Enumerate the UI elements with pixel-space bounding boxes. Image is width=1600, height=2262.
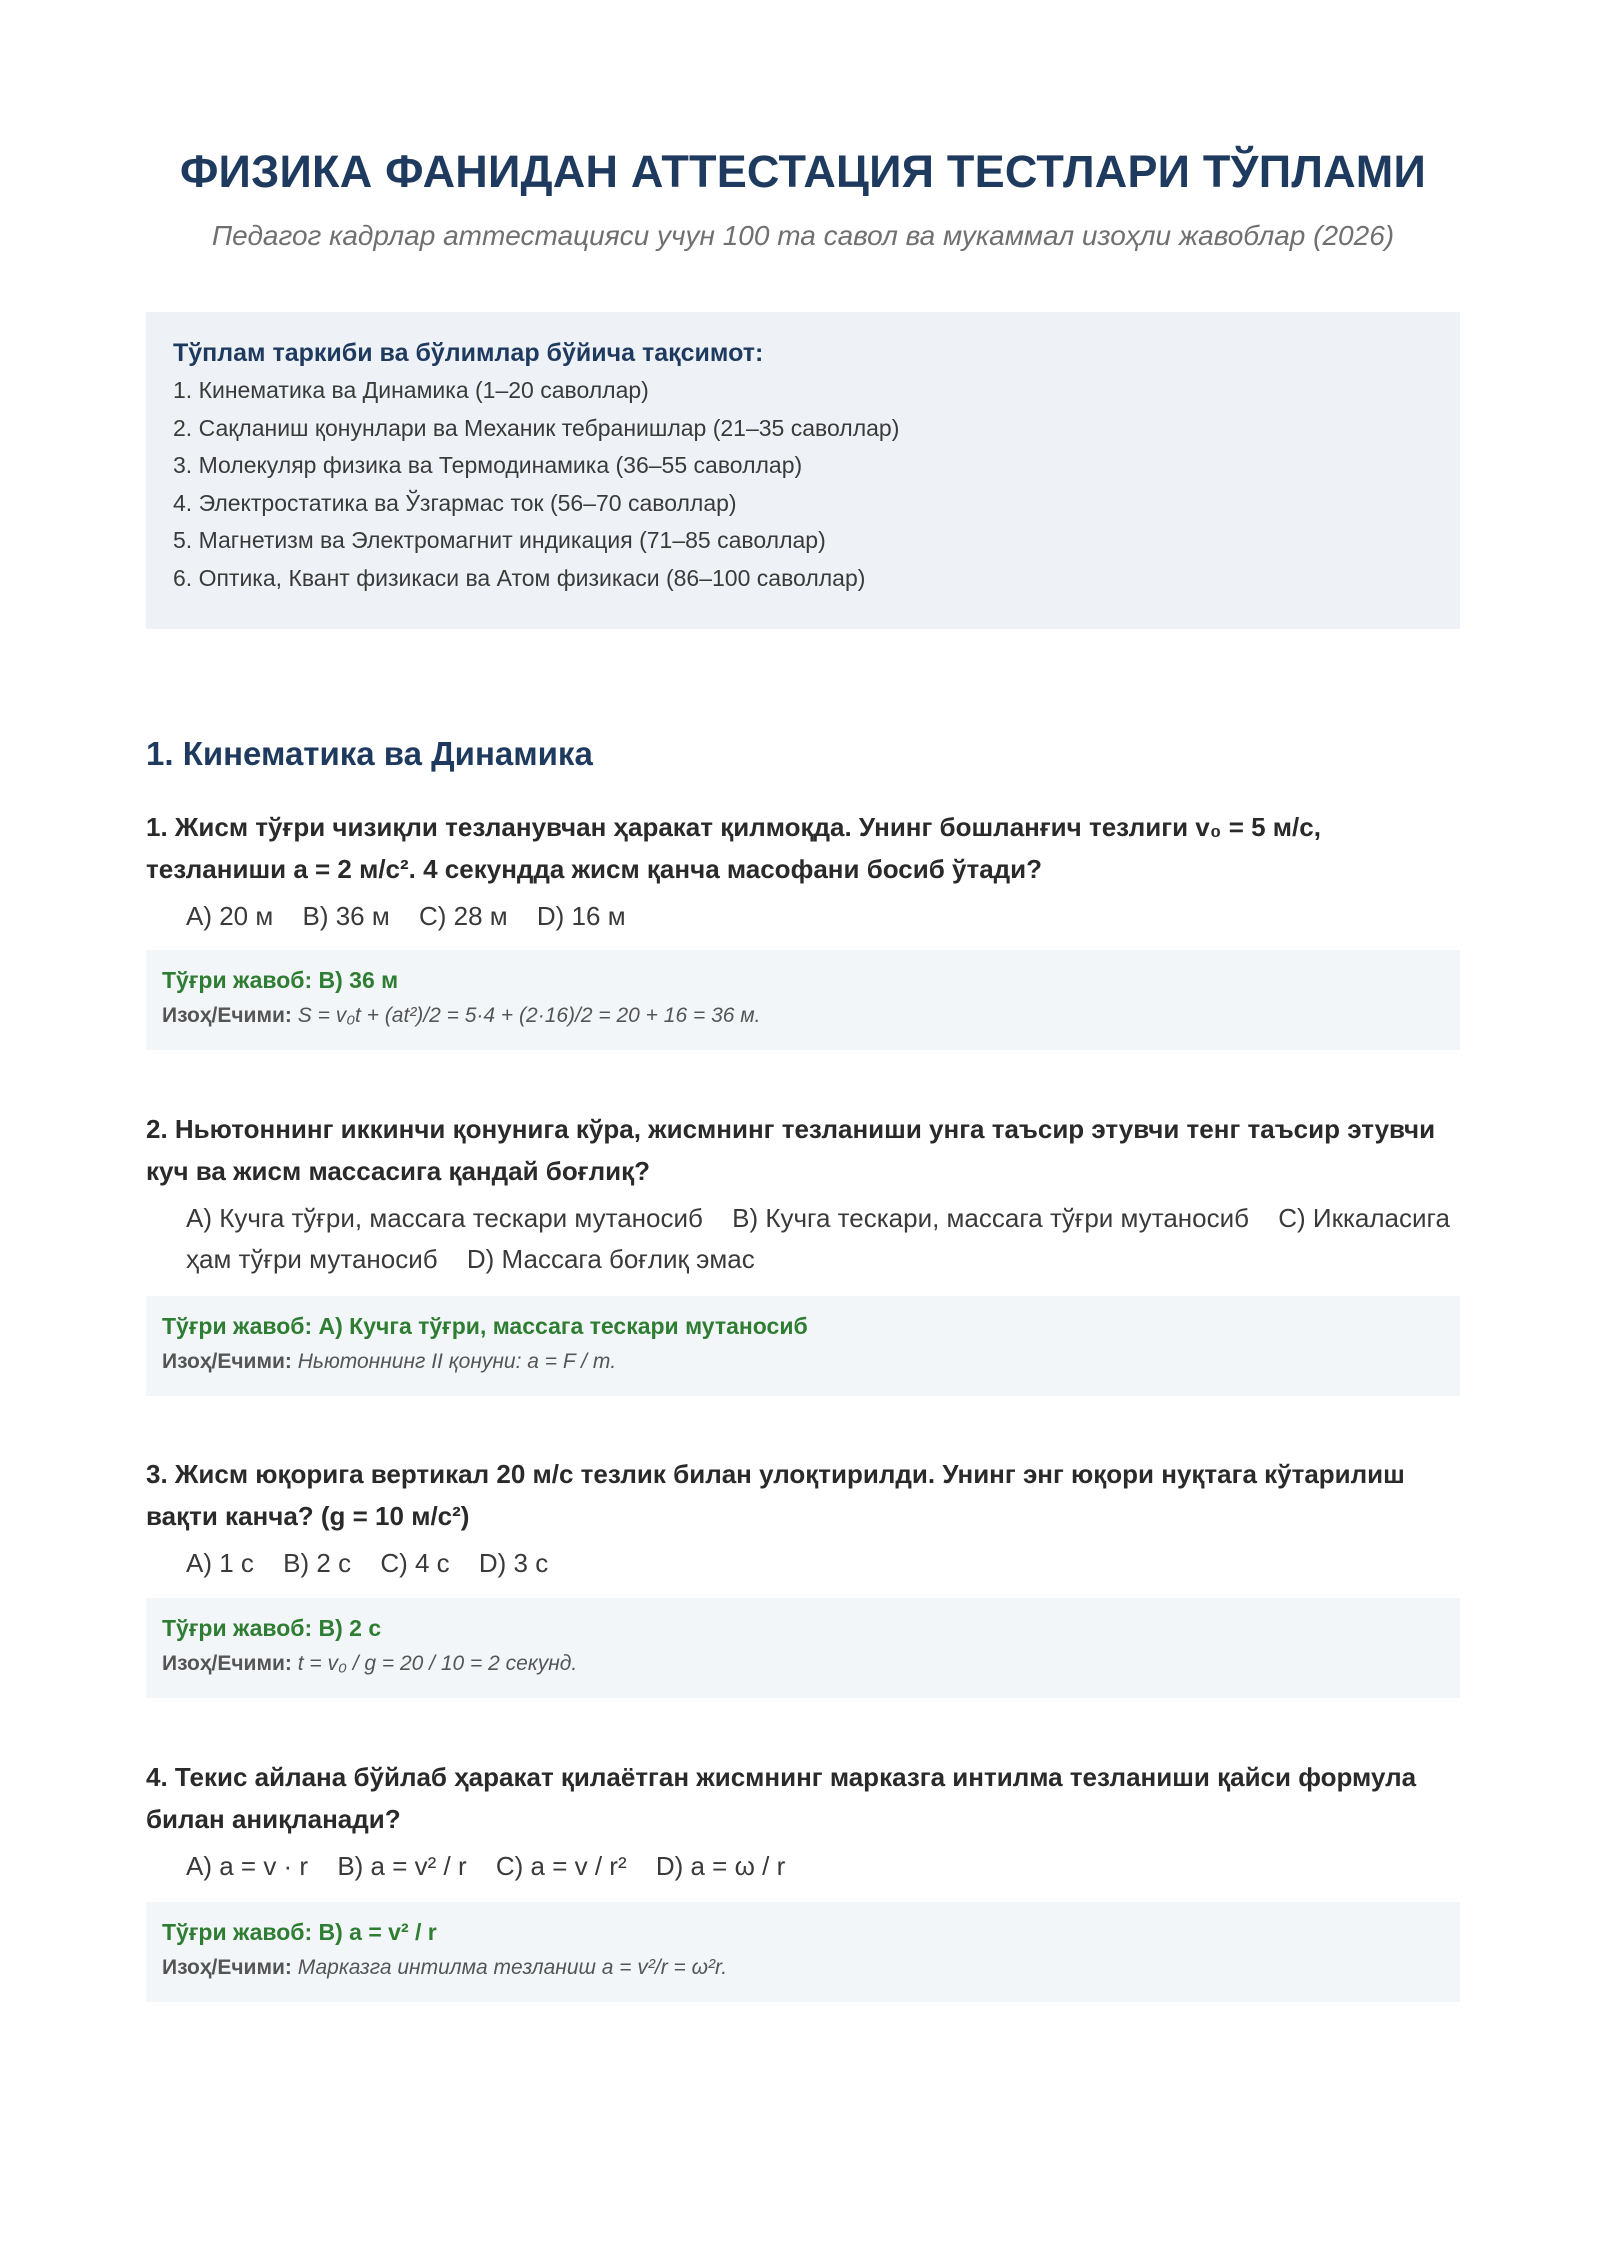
contents-heading: Тўплам таркиби ва бўлимлар бўйича тақсимот: [173, 339, 764, 367]
answer-box-4 [146, 1902, 1460, 2002]
correct-answer: Тўғри жавоб: B) 2 с [162, 1615, 382, 1641]
question-2 [146, 1108, 1460, 1280]
section-title: 1. Кинематика ва Динамика [146, 735, 593, 772]
option-b: B) a = v² / r [337, 1851, 467, 1881]
option-c: C) 4 с [380, 1548, 450, 1578]
explanation-label: Изоҳ/Ечими: [162, 1350, 292, 1373]
explanation-label: Изоҳ/Ечими: [162, 1956, 292, 1979]
question-text: 4. Текис айлана бўйлаб ҳаракат қилаётган жисмнинг марказга интилма тезланиши қайси формула билан аниқланади? [146, 1762, 1417, 1834]
correct-answer: Тўғри жавоб: B) 36 м [162, 967, 399, 993]
contents-box [146, 312, 1460, 629]
question-text: 3. Жисм юқорига вертикал 20 м/с тезлик билан улоқтирилди. Унинг энг юқори нуқтага кўтарилиш вақти канча? (g = 10 м/с²) [146, 1459, 1405, 1531]
option-d: D) 16 м [536, 901, 626, 931]
explanation-label: Изоҳ/Ечими: [162, 1004, 292, 1027]
explanation-text: Марказга интилма тезланиш a = v²/r = ω²r. [297, 1956, 728, 1979]
option-c: C) Иккаласига ҳам тўғри мутаносиб [186, 1203, 1450, 1274]
question-text: 1. Жисм тўғри чизиқли тезланувчан ҳаракат қилмоқда. Унинг бошланғич тезлиги v₀ = 5 м/с, тезланиши a = 2 м/с². 4 секундда жисм қанча масофани босиб ўтади? [146, 812, 1321, 884]
question-3 [146, 1453, 1460, 1584]
contents-item: 2. Сақланиш қонунлари ва Механик тебранишлар (21–35 саволлар) [173, 414, 900, 441]
answer-box-1 [146, 950, 1460, 1050]
explanation [162, 1646, 1444, 1682]
contents-item: 6. Оптика, Квант физикаси ва Атом физикаси (86–100 саволлар) [173, 564, 866, 591]
explanation-text: t = v₀ / g = 20 / 10 = 2 секунд. [297, 1652, 578, 1675]
answer-box-2 [146, 1296, 1460, 1396]
explanation-text: Ньютоннинг II қонуни: a = F / m. [297, 1350, 617, 1373]
document-subtitle: Педагог кадрлар аттестацияси учун 100 та савол ва мукаммал изоҳли жавоблар (2026) [211, 220, 1395, 251]
question-text: 2. Ньютоннинг иккинчи қонунига кўра, жисмнинг тезланиши унга таъсир этувчи тенг таъсир этувчи куч ва жисм массасига қандай боғлиқ? [146, 1114, 1436, 1186]
correct-answer: Тўғри жавоб: A) Кучга тўғри, массага тескари мутаносиб [162, 1313, 808, 1339]
contents-item: 5. Магнетизм ва Электромагнит индикация (71–85 саволлар) [173, 527, 826, 554]
contents-item: 1. Кинематика ва Динамика (1–20 саволлар) [173, 377, 649, 403]
explanation-text: S = v₀t + (at²)/2 = 5·4 + (2·16)/2 = 20 + 16 = 36 м. [297, 1004, 761, 1027]
question-1 [146, 806, 1460, 937]
option-d: D) Массага боғлиқ эмас [466, 1244, 755, 1274]
explanation [162, 998, 1444, 1034]
answer-options [186, 896, 1460, 937]
option-c: C) 28 м [418, 901, 508, 931]
option-a: A) 1 с [186, 1548, 254, 1578]
answer-box-3 [146, 1598, 1460, 1698]
explanation [162, 1950, 1444, 1986]
contents-list [173, 372, 1433, 598]
contents-item: 4. Электростатика ва Ўзгармас ток (56–70 саволлар) [173, 489, 737, 516]
option-c: C) a = v / r² [495, 1851, 627, 1881]
contents-item: 3. Молекуляр физика ва Термодинамика (36–55 саволлар) [173, 452, 803, 479]
document-title: ФИЗИКА ФАНИДАН АТТЕСТАЦИЯ ТЕСТЛАРИ ТЎПЛАМИ [179, 146, 1427, 197]
option-b: B) 2 с [283, 1548, 352, 1578]
option-a: A) a = v · r [186, 1851, 309, 1881]
answer-options [186, 1543, 1460, 1584]
option-a: A) Кучга тўғри, массага тескари мутаносиб [186, 1203, 703, 1233]
explanation-label: Изоҳ/Ечими: [162, 1652, 292, 1675]
option-a: A) 20 м [186, 901, 274, 931]
answer-options [186, 1846, 1460, 1887]
question-4 [146, 1756, 1460, 1887]
explanation [162, 1344, 1444, 1380]
option-d: D) a = ω / r [655, 1851, 786, 1881]
option-b: B) Кучга тескари, массага тўғри мутаносиб [732, 1203, 1250, 1233]
option-b: B) 36 м [302, 901, 390, 931]
option-d: D) 3 с [478, 1548, 549, 1578]
answer-options [186, 1198, 1460, 1280]
correct-answer: Тўғри жавоб: B) a = v² / r [162, 1919, 437, 1945]
